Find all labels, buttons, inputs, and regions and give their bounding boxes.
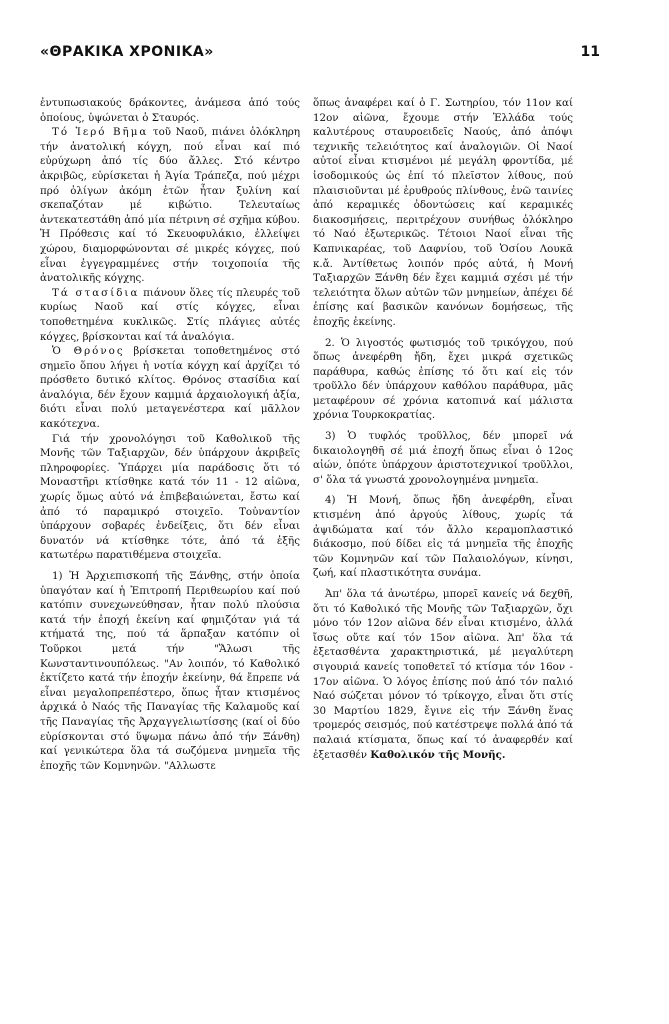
- paragraph-point-2: 2. Ὁ λιγοστός φωτισμός τοῦ τρικόγχου, πού ὅπως ἀνεφέρθη ἤδη, ἔχει μικρά σχετικῶς παράθυρα, καθώς ἐπίσης τό ὅτι καί εἰς τόν τροῦλλο δέν ὑπάρχουν καθόλου παράθυρα, μᾶς μεταφέρουν σέ χρόνια κατοπινά καί μάλιστα χρόνια Τουρκοκρατίας.: [313, 336, 573, 422]
- paragraph-stasidia: [40, 286, 300, 344]
- left-column: [40, 96, 300, 773]
- paragraph-1: ἐντυπωσιακούς δράκοντες, ἀνάμεσα ἀπό τούς ὁποίους, ὑψώνεται ὁ Σταυρός.: [40, 97, 300, 124]
- spaced-heading-bema: Τό Ἱερό Βῆμα: [52, 126, 149, 139]
- paragraph-chronology: Γιά τήν χρονολόγησι τοῦ Καθολικοῦ τῆς Μονῆς τῶν Ταξιαρχῶν, δέν ὑπάρχουν ἀκριβεῖς πληροφορίες. Ὑπάρχει μία παράδοσις ὅτι τό Μοναστῆρι κτίσθηκε κατά τόν 11 - 12 αἰῶνα, χωρίς ὅμως αὐτό νά ἐπιβεβαιώνεται, ἔστω καί ἀπό τό παραμικρό στοιχεῖο. Τοὐναντίον ὑπάρχουν σοβαρές ἐνδείξεις, ὅτι δέν εἶναι δυνατόν νά κτίσθηκε τότε, ἀπό τά ἑξῆς κατωτέρω παρατιθέμενα στοιχεῖα.: [40, 432, 300, 562]
- paragraph-conclusion-text: Ἀπ' ὅλα τά ἀνωτέρω, μπορεῖ κανείς νά δεχθῆ, ὅτι τό Καθολικό τῆς Μονῆς τῶν Ταξιαρχῶν, ὄχι μόνο τόν 12ον αἰῶνα δέν εἶναι κτισμένο, ἀλλά ἴσως οὔτε καί τόν 15ον αἰῶνα. Ἀπ' ὅλα τά ἐξετασθέντα χαρακτηριστικά, μέ μεγαλύτερη σιγουριά κανείς τοποθετεῖ τό κτίσμα τόν 16ον - 17ον αἰῶνα. Ὁ λόγος ἐπίσης πού ἀπό τόν παλιό Ναό σώζεται μόνον τό τρίκογχο, εἶναι ὅτι στίς 30 Μαρτίου 1829, ἔγινε εἰς τήν Ξάνθη ἕνας τρομερός σεισμός, πού κατέστρεψε πολλά ἀπό τά παλαιά κτίσματα, ὅπως καί τό ἀναφερθέν καί ἐξετασθέν: [313, 588, 573, 761]
- spaced-heading-stasidia: Τά στασίδια: [52, 286, 140, 299]
- paragraph-point-1: 1) Ἡ Ἀρχιεπισκοπή τῆς Ξάνθης, στήν ὁποία ὑπαγόταν καί ἡ Ἐπιτροπή Περιθεωρίου καί πού κατόπιν συνεχωνεύθησαν, ἦταν πολύ πλούσια κατά τήν ἐποχή ἐκείνη καί φημιζόταν γιά τά κτήματά της, πού τά ἅρπαξαν κατόπιν οἱ Τοῦρκοι μετά τήν "Ἅλωσι τῆς Κωνσταντινουπόλεως. "Αν λοιπόν, τό Καθολικό ἐκτίζετο κατά τήν ἐποχήν ἐκείνην, θά ἔπρεπε νά εἶναι μεγαλοπρεπέστερο, ὅπως ἦταν κτισμένος ἀρχικά ὁ Ναός τῆς Παναγίας τῆς Καλαμοῦς καί τῆς Παναγίας τῆς Ἀρχαγγελιωτίσσης (καί οἱ δύο εὑρίσκονται στό ὕψωμα πάνω ἀπό τήν Ξάνθη) καί γενικώτερα ὅλα τά σωζόμενα μνημεῖα τῆς ἐποχῆς τῶν Κομνηνῶν. "Αλλωστε: [40, 570, 300, 772]
- paragraph-stasidia-text: πιάνουν ὅλες τίς πλευρές τοῦ κυρίως Ναοῦ καί στίς κόγχες, εἶναι τοποθετημένα κυκλικῶς. Στίς πλάγιες αὐτές κόγχες, βρίσκονται καί τά ἀναλόγια.: [40, 286, 300, 343]
- paragraph-conclusion-bold: Καθολικόν τῆς Μονῆς.: [370, 748, 506, 761]
- paragraph-thronos: [40, 344, 300, 432]
- page-number: 11: [580, 44, 600, 60]
- paragraph-bema: [40, 125, 300, 286]
- page-header: [40, 44, 600, 66]
- paragraph-conclusion: [313, 587, 573, 762]
- spaced-heading-thronos: Ὁ Θρόνος: [52, 345, 125, 358]
- paragraph-bema-text: τοῦ Ναοῦ, πιάνει ὁλόκληρη τήν ἀνατολική κόγχη, πού εἶναι καί πιό εὐρύχωρη ἀπό τίς δύο ἄλλες. Στό κέντρο ἀκριβῶς, εὑρίσκεται ἡ Ἁγία Τράπεζα, πού μέχρι πρό ὀλίγων ἀκόμη ἐτῶν ἦταν ξυλίνη καί σκεπαζόταν μέ κιβώτιο. Τελευταίως ἀντεκατεστάθη ἀπό μία πέτρινη σέ σχῆμα κύβου. Ἡ Πρόθεσις καί τό Σκευοφυλάκιο, ἐλλείψει χώρου, διαμορφώνονται σέ μικρές κόγχες, πού εἶναι ἐγγεγραμμένες στήν τοιχοποιία τῆς ἀνατολικῆς κόγχης.: [40, 126, 300, 285]
- paragraph-thronos-text: βρίσκεται τοποθετημένος στό σημεῖο ὅπου λήγει ἡ νοτία κόγχη καί ἀρχίζει τό πρόσθετο δυτικό κλίτος. Θρόνος στασίδια καί ἀναλόγια, δέν ἔχουν καμμιά ἀρχαιολογική ἀξία, διότι εἶναι πολύ μεταγενέστερα καί μᾶλλον κακότεχνα.: [40, 345, 300, 431]
- paragraph-point-3: 3) Ὁ τυφλός τροῦλλος, δέν μπορεῖ νά δικαιολογηθῆ σέ μιά ἐποχή ὅπως εἶναι ὁ 12ος αἰών, ὁπότε ὑπάρχουν ἀριστοτεχνικοί τροῦλλοι, σ' ὅλα τά γνωστά χρονολογημένα μνημεῖα.: [313, 430, 573, 486]
- paragraph-continuation: ὅπως ἀναφέρει καί ὁ Γ. Σωτηρίου, τόν 11ον καί 12ον αἰῶνα, ἔχουμε στήν Ἑλλάδα τούς καλυτέρους σταυροειδεῖς Ναούς, ἀπό ἀπόψι τεχνικῆς τελειότητος καί ἀναλογιῶν. Οἱ Ναοί αὐτοί εἶναι κτισμένοι μέ μεγάλη φροντίδα, μέ ἰσοδομικούς ὡς ἐπί τό πλεῖστον λίθους, πού πλαισιοῦνται μέ ἐρυθρούς πλίνθους, ἐνῶ ταινίες ἀπό κεραμικές ὀδοντώσεις καί κεραμικές διακοσμήσεις, περιτρέχουν συνήθως ὁλόκληρο τό Ναό ἐξωτερικῶς. Τέτοιοι Ναοί εἶναι τῆς Καπνικαρέας, τοῦ Δαφνίου, τοῦ Ὁσίου Λουκᾶ κ.ἄ. Ἀντίθετως λοιπόν πρός αὐτά, ἡ Μονή Ταξιαρχῶν Ξάνθη δέν ἔχει καμμιά σχέσι μέ τήν τελειότητα ὅλων αὐτῶν τῶν μνημείων, ἀπέχει δέ ἐπίσης καί βασικῶν κανόνων δομήσεως, τῆς ἐποχῆς ἐκείνης.: [313, 97, 573, 328]
- running-title: «ΘΡΑΚΙΚΑ ΧΡΟΝΙΚΑ»: [40, 44, 214, 60]
- paragraph-point-4: 4) Ἡ Μονή, ὅπως ἤδη ἀνεφέρθη, εἶναι κτισμένη ἀπό ἀργούς λίθους, χωρίς τά ἀψιδώματα καί τόν ἄλλο κεραμοπλαστικό διάκοσμο, πού δίδει εἰς τά μνημεῖα τῆς ἐποχῆς τῶν Κομνηνῶν καί τῶν Παλαιολόγων, κίνησι, ζωή, καί πλαστικότητα συνάμα.: [313, 494, 573, 580]
- right-column: [313, 96, 573, 762]
